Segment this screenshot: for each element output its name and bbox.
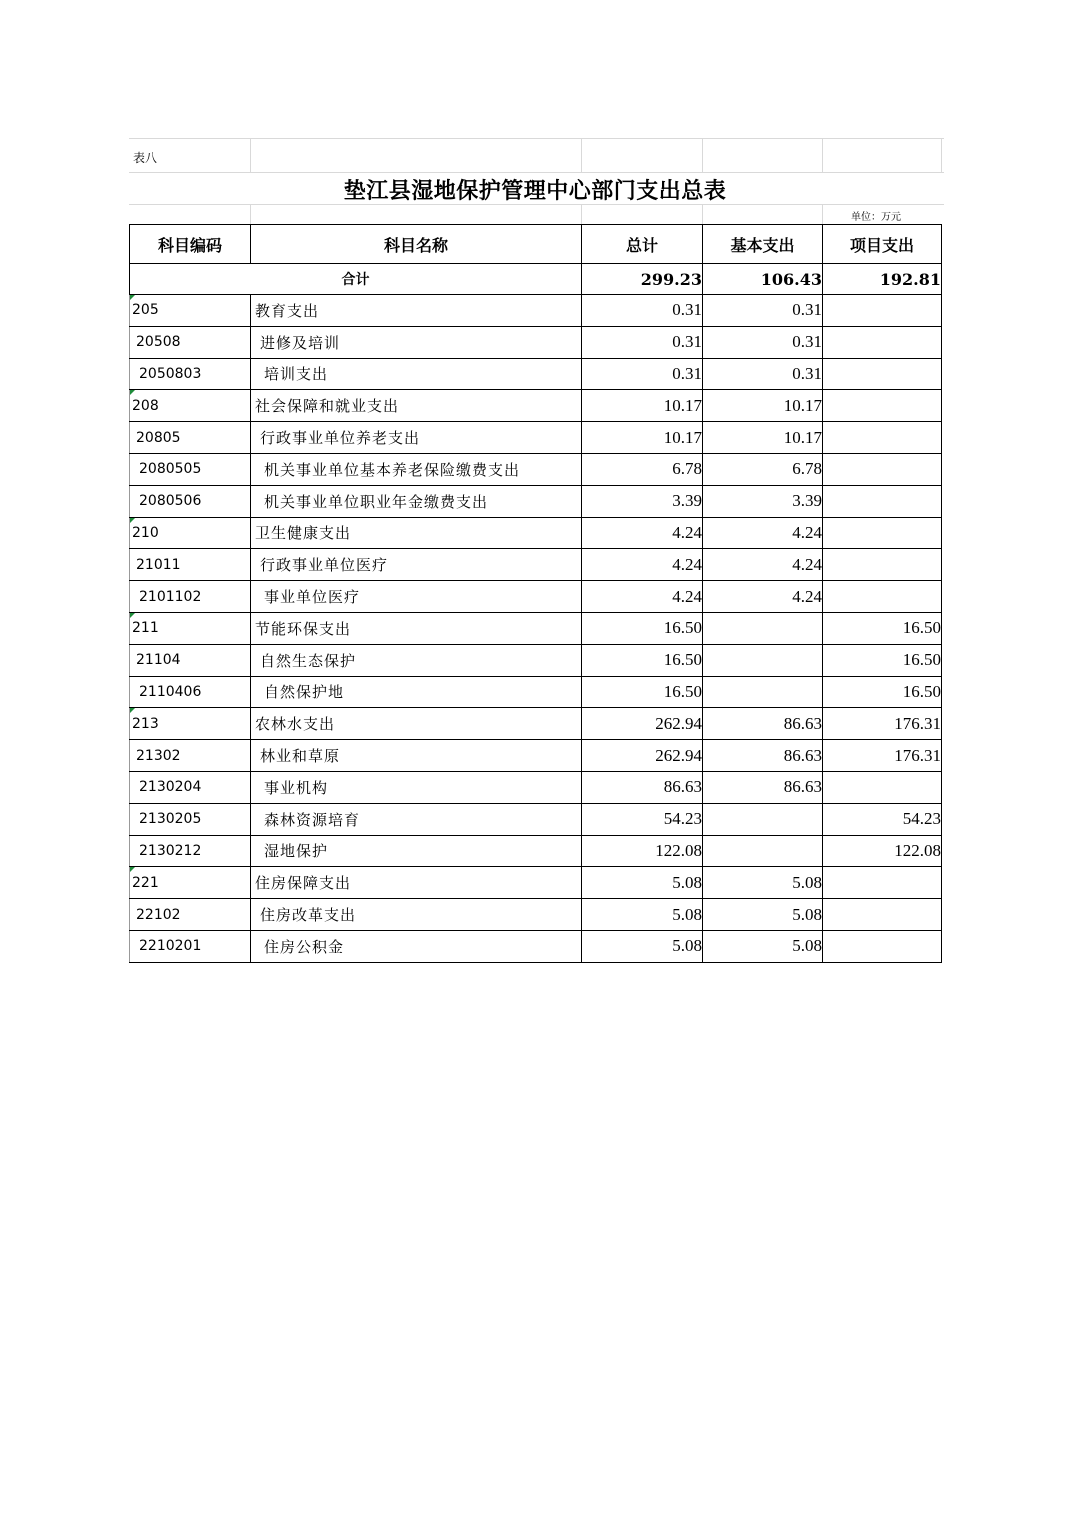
row-name: 林业和草原 — [251, 740, 582, 772]
cell-marker-icon — [130, 613, 135, 618]
row-basic — [703, 835, 823, 867]
table-row — [130, 581, 942, 613]
row-basic: 5.08 — [703, 930, 823, 962]
table-row — [130, 485, 942, 517]
row-basic: 5.08 — [703, 867, 823, 899]
total-basic: 106.43 — [703, 264, 823, 295]
row-code: 2080505 — [130, 453, 251, 485]
row-project: 176.31 — [823, 740, 942, 772]
table-row — [130, 803, 942, 835]
row-name: 教育支出 — [251, 295, 582, 327]
row-total: 5.08 — [582, 930, 703, 962]
row-total: 5.08 — [582, 867, 703, 899]
table-row — [130, 644, 942, 676]
row-code: 2050803 — [130, 358, 251, 390]
total-label: 合计 — [130, 264, 582, 295]
row-name: 卫生健康支出 — [251, 517, 582, 549]
row-code-text: 221 — [132, 874, 159, 891]
table-row — [130, 295, 942, 327]
row-code-text: 213 — [132, 715, 159, 732]
row-basic — [703, 612, 823, 644]
row-name: 机关事业单位基本养老保险缴费支出 — [251, 453, 582, 485]
row-code: 21011 — [130, 549, 251, 581]
row-basic: 0.31 — [703, 326, 823, 358]
row-basic — [703, 644, 823, 676]
row-total: 262.94 — [582, 740, 703, 772]
row-name: 住房公积金 — [251, 930, 582, 962]
row-name: 住房改革支出 — [251, 899, 582, 931]
cell-marker-icon — [130, 518, 135, 523]
row-basic: 86.63 — [703, 771, 823, 803]
row-code: 2130205 — [130, 803, 251, 835]
row-project: 16.50 — [823, 612, 942, 644]
row-basic: 86.63 — [703, 708, 823, 740]
row-basic: 4.24 — [703, 581, 823, 613]
row-project — [823, 930, 942, 962]
row-code-text: 208 — [132, 397, 159, 414]
row-total: 6.78 — [582, 453, 703, 485]
table-row — [130, 390, 942, 422]
row-basic: 3.39 — [703, 485, 823, 517]
row-total: 10.17 — [582, 422, 703, 454]
row-project — [823, 295, 942, 327]
row-name: 事业机构 — [251, 771, 582, 803]
row-code — [130, 295, 251, 327]
row-project — [823, 358, 942, 390]
row-name: 事业单位医疗 — [251, 581, 582, 613]
header-code: 科目编码 — [130, 225, 251, 264]
header-total: 总计 — [582, 225, 703, 264]
row-total: 16.50 — [582, 676, 703, 708]
row-total: 0.31 — [582, 358, 703, 390]
row-code: 20805 — [130, 422, 251, 454]
row-basic: 10.17 — [703, 422, 823, 454]
header-basic: 基本支出 — [703, 225, 823, 264]
row-basic: 4.24 — [703, 549, 823, 581]
unit-label: 单位：万元 — [851, 212, 901, 223]
row-total: 16.50 — [582, 644, 703, 676]
table-row — [130, 740, 942, 772]
table-row — [130, 676, 942, 708]
header-row — [130, 225, 942, 264]
row-name: 进修及培训 — [251, 326, 582, 358]
row-code — [130, 390, 251, 422]
row-project: 16.50 — [823, 676, 942, 708]
row-code: 22102 — [130, 899, 251, 931]
cell-marker-icon — [130, 390, 135, 395]
row-code-text: 205 — [132, 302, 159, 319]
cell-marker-icon — [130, 295, 135, 300]
table-row — [130, 899, 942, 931]
row-name: 自然保护地 — [251, 676, 582, 708]
row-name: 湿地保护 — [251, 835, 582, 867]
total-project: 192.81 — [823, 264, 942, 295]
row-basic: 86.63 — [703, 740, 823, 772]
row-name: 森林资源培育 — [251, 803, 582, 835]
row-total: 4.24 — [582, 549, 703, 581]
row-name: 行政事业单位养老支出 — [251, 422, 582, 454]
row-code: 2110406 — [130, 676, 251, 708]
row-code — [130, 612, 251, 644]
row-total: 262.94 — [582, 708, 703, 740]
row-project — [823, 517, 942, 549]
row-basic — [703, 803, 823, 835]
row-project: 16.50 — [823, 644, 942, 676]
row-total: 5.08 — [582, 899, 703, 931]
row-name: 农林水支出 — [251, 708, 582, 740]
total-sum: 299.23 — [582, 264, 703, 295]
row-name: 社会保障和就业支出 — [251, 390, 582, 422]
row-name: 机关事业单位职业年金缴费支出 — [251, 485, 582, 517]
row-code: 2080506 — [130, 485, 251, 517]
row-name: 培训支出 — [251, 358, 582, 390]
row-code: 2130212 — [130, 835, 251, 867]
table-row — [130, 708, 942, 740]
table-row — [130, 867, 942, 899]
row-project — [823, 771, 942, 803]
row-total: 10.17 — [582, 390, 703, 422]
row-code: 2130204 — [130, 771, 251, 803]
row-basic: 0.31 — [703, 295, 823, 327]
total-row — [130, 264, 942, 295]
table-row — [130, 771, 942, 803]
row-code — [130, 708, 251, 740]
row-code: 21302 — [130, 740, 251, 772]
table-row — [130, 930, 942, 962]
row-project — [823, 390, 942, 422]
table-row — [130, 453, 942, 485]
row-total: 3.39 — [582, 485, 703, 517]
row-project: 122.08 — [823, 835, 942, 867]
row-name: 节能环保支出 — [251, 612, 582, 644]
table-row — [130, 835, 942, 867]
row-total: 16.50 — [582, 612, 703, 644]
row-code — [130, 517, 251, 549]
table-row — [130, 326, 942, 358]
row-project — [823, 453, 942, 485]
cell-marker-icon — [130, 867, 135, 872]
row-project — [823, 422, 942, 454]
row-total: 4.24 — [582, 581, 703, 613]
row-project — [823, 326, 942, 358]
table-row — [130, 612, 942, 644]
row-basic: 5.08 — [703, 899, 823, 931]
row-basic: 6.78 — [703, 453, 823, 485]
row-project: 176.31 — [823, 708, 942, 740]
header-project: 项目支出 — [823, 225, 942, 264]
table-row — [130, 422, 942, 454]
row-project — [823, 867, 942, 899]
row-total: 54.23 — [582, 803, 703, 835]
table-row — [130, 517, 942, 549]
row-basic: 0.31 — [703, 358, 823, 390]
row-project — [823, 581, 942, 613]
row-total: 122.08 — [582, 835, 703, 867]
row-code: 20508 — [130, 326, 251, 358]
table-row — [130, 549, 942, 581]
row-basic: 4.24 — [703, 517, 823, 549]
header-name: 科目名称 — [251, 225, 582, 264]
row-code: 2101102 — [130, 581, 251, 613]
row-total: 0.31 — [582, 326, 703, 358]
row-project — [823, 899, 942, 931]
row-name: 住房保障支出 — [251, 867, 582, 899]
row-project: 54.23 — [823, 803, 942, 835]
row-code-text: 210 — [132, 524, 159, 541]
row-code: 21104 — [130, 644, 251, 676]
cell-marker-icon — [130, 708, 135, 713]
row-project — [823, 485, 942, 517]
page-title: 垫江县湿地保护管理中心部门支出总表 — [343, 178, 727, 204]
row-code-text: 211 — [132, 620, 159, 637]
row-total: 86.63 — [582, 771, 703, 803]
row-total: 4.24 — [582, 517, 703, 549]
row-total: 0.31 — [582, 295, 703, 327]
table-row — [130, 358, 942, 390]
row-project — [823, 549, 942, 581]
expenditure-table — [129, 224, 942, 963]
row-name: 自然生态保护 — [251, 644, 582, 676]
row-name: 行政事业单位医疗 — [251, 549, 582, 581]
table-number-label: 表八 — [133, 151, 158, 165]
row-basic — [703, 676, 823, 708]
row-code: 2210201 — [130, 930, 251, 962]
row-basic: 10.17 — [703, 390, 823, 422]
row-code — [130, 867, 251, 899]
